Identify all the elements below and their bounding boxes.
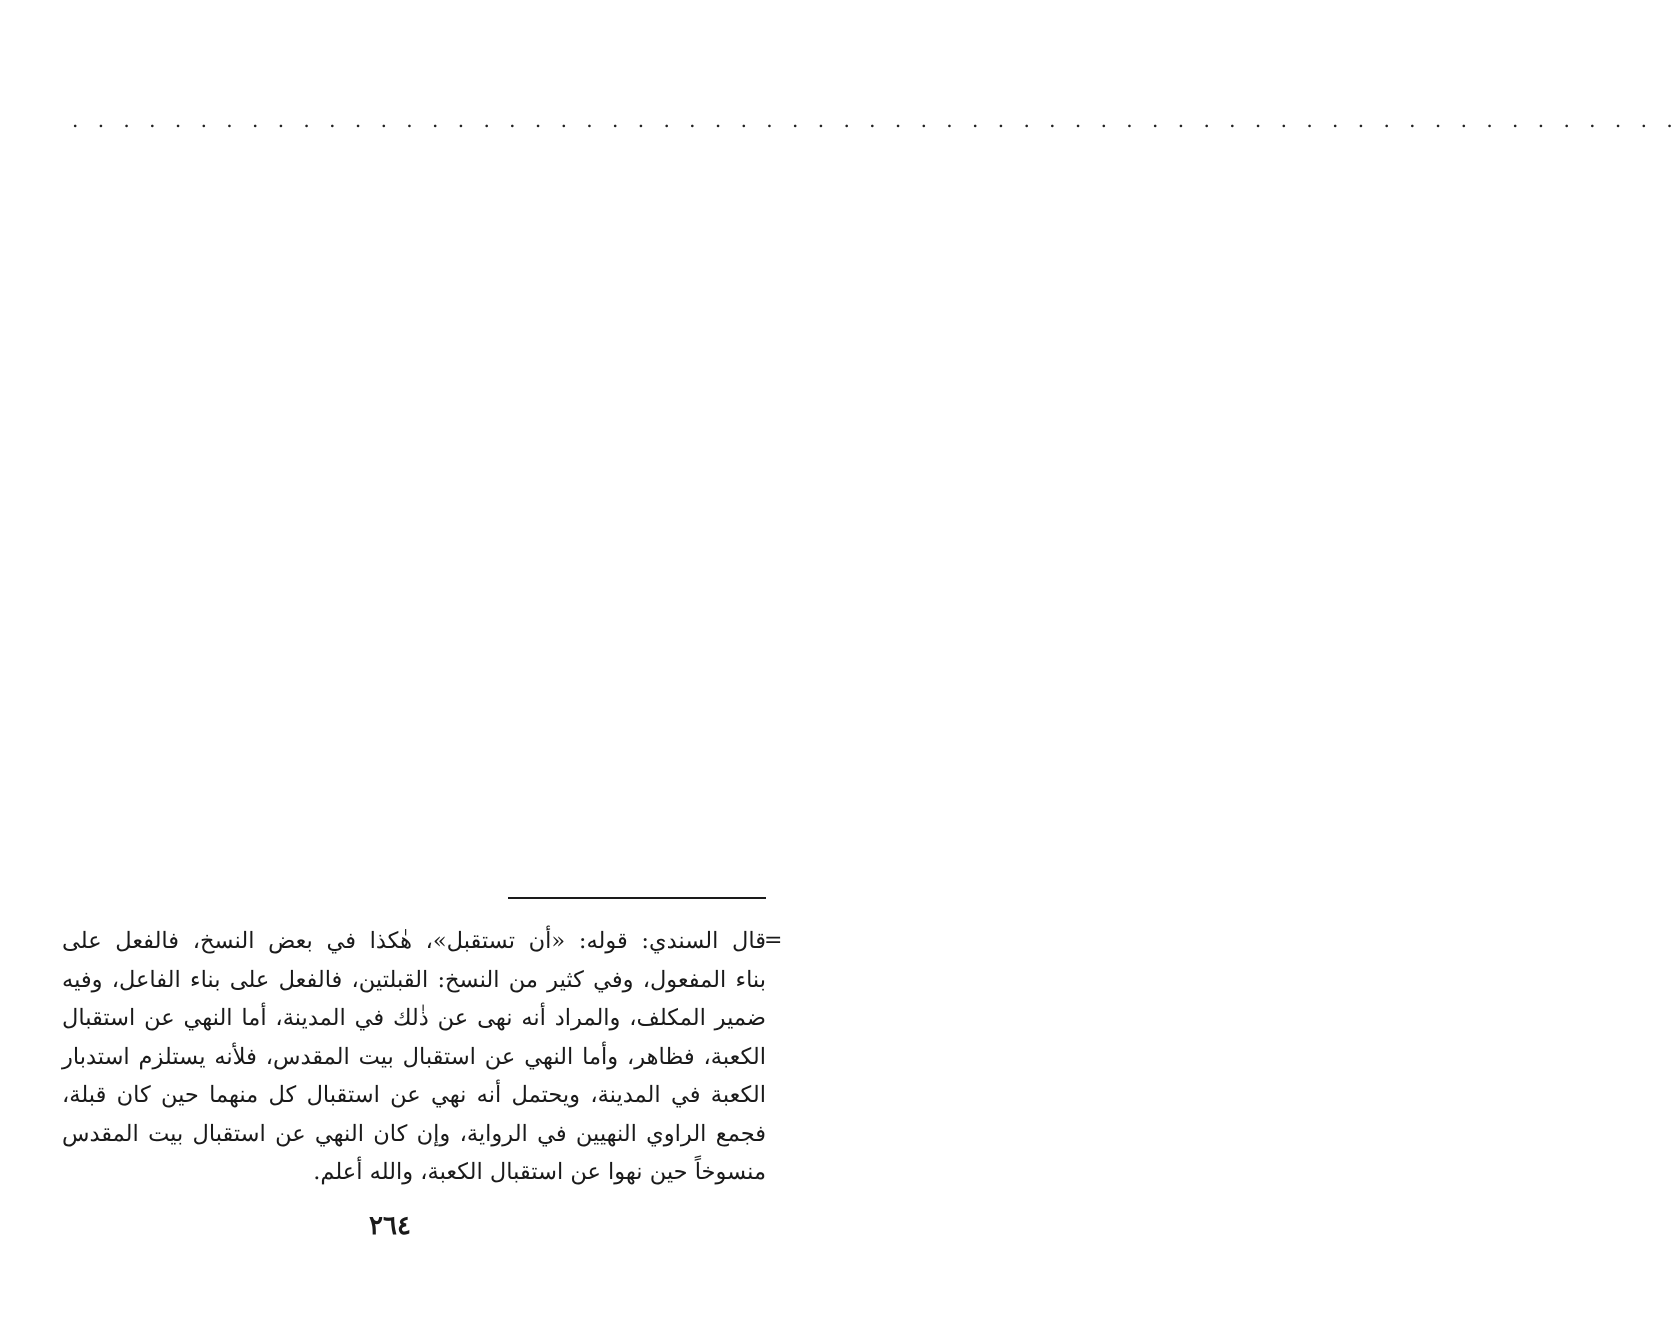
footnote-separator-line [508, 897, 766, 899]
footnote-line-6: فجمع الراوي النهيين في الرواية، وإن كان النهي عن استقبال بيت المقدس [62, 1120, 766, 1147]
footnote-line-1: قال السندي: قوله: «أن تستقبل»، هٰكذا في بعض النسخ، فالفعل على [62, 928, 766, 954]
footnote-line-2: بناء المفعول، وفي كثير من النسخ: القبلتين، فالفعل على بناء الفاعل، وفيه [62, 966, 766, 993]
footnote-continuation-mark: = [764, 928, 783, 953]
footnote-line-7: منسوخاً حين نهوا عن استقبال الكعبة، والله أعلم. [313, 1159, 766, 1185]
footnote-line-5: الكعبة في المدينة، ويحتمل أنه نهي عن استقبال كل منهما حين كان قبلة، [62, 1082, 766, 1108]
footnote-line-4: الكعبة، فظاهر، وأما النهي عن استقبال بيت المقدس، فلأنه يستلزم استدبار [62, 1043, 766, 1070]
page-number: ٢٦٤ [369, 1211, 411, 1241]
dotted-separator: . . . . . . . . . . . . . . . . . . . . . . . . . . . . . . . . . . . . . . . . . . . . . . . . . . . . . . . . . . . . . . . [72, 108, 1679, 132]
footnote-line-3: ضمير المكلف، والمراد أنه نهى عن ذٰلك في المدينة، أما النهي عن استقبال [62, 1005, 766, 1031]
footnote-text [62, 922, 766, 1192]
